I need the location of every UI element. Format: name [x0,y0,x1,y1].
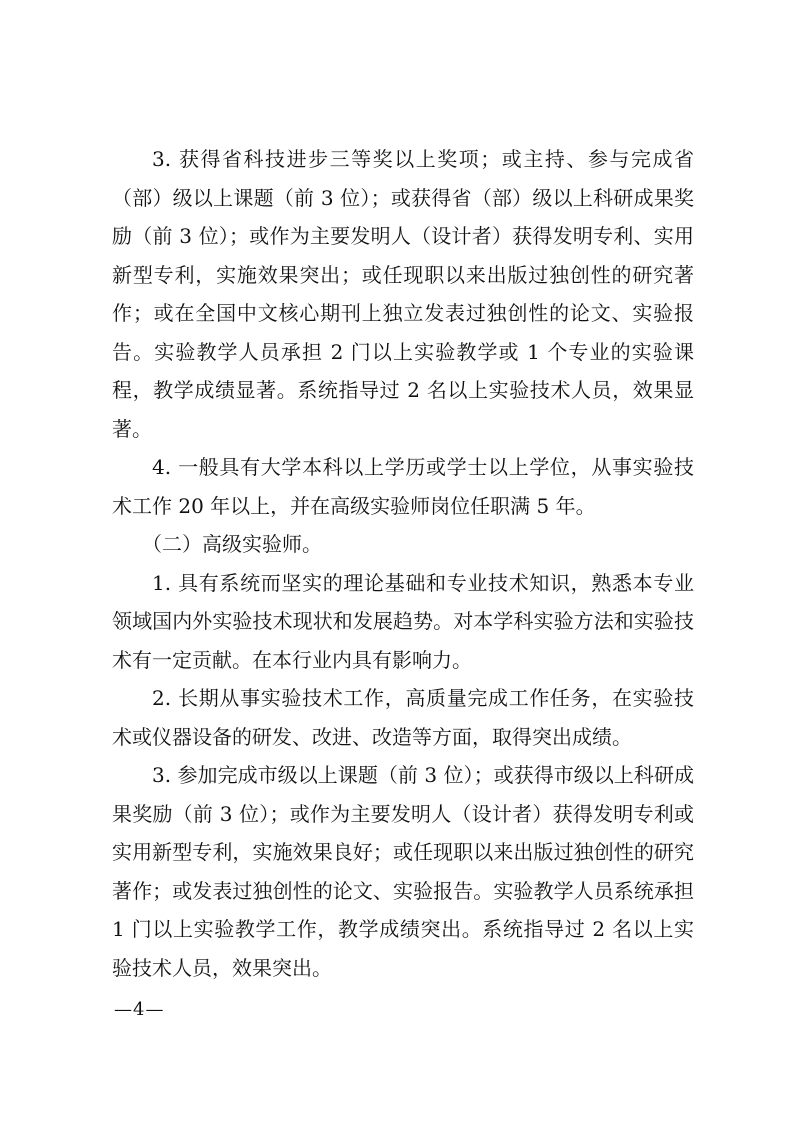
page-number: —4— [114,999,165,1020]
paragraph-criterion-1-senior-lab-technician: 1. 具有系统而坚实的理论基础和专业技术知识，熟悉本专业领域国内外实验技术现状和发展趋势。对本学科实验方法和实验技术有一定贡献。在本行业内具有影响力。 [112,570,694,672]
paragraph-criterion-3-senior-lab-technician: 3. 参加完成市级以上课题（前 3 位）；或获得市级以上科研成果奖励（前 3 位）；或作为主要发明人（设计者）获得发明专利或实用新型专利，实施效果良好；或任现职以来出版过独创性的研究著作；或发表过独创性的论文、实验报告。实验教学人员系统承担 1 门以上实验教学工作，教学成绩突出。系统指导过 2 名以上实验技术人员，效果突出。 [112,763,694,980]
document-body [112,140,694,987]
paragraph-criterion-4-senior-engineer: 4. 一般具有大学本科以上学历或学士以上学位，从事实验技术工作 20 年以上，并在高级实验师岗位任职满 5 年。 [112,455,694,518]
section-heading-senior-lab-technician: （二）高级实验师。 [142,532,322,556]
paragraph-criterion-3-senior-engineer: 3. 获得省科技进步三等奖以上奖项；或主持、参与完成省（部）级以上课题（前 3 位）；或获得省（部）级以上科研成果奖励（前 3 位）；或作为主要发明人（设计者）获得发明专利、实用新型专利，实施效果突出；或任现职以来出版过独创性的研究著作；或在全国中文核心期刊上独立发表过独创性的论文、实验报告。实验教学人员承担 2 门以上实验教学或 1 个专业的实验课程，教学成绩显著。系统指导过 2 名以上实验技术人员，效果显著。 [112,147,694,441]
paragraph-criterion-2-senior-lab-technician: 2. 长期从事实验技术工作，高质量完成工作任务，在实验技术或仪器设备的研发、改进、改造等方面，取得突出成绩。 [112,686,694,749]
